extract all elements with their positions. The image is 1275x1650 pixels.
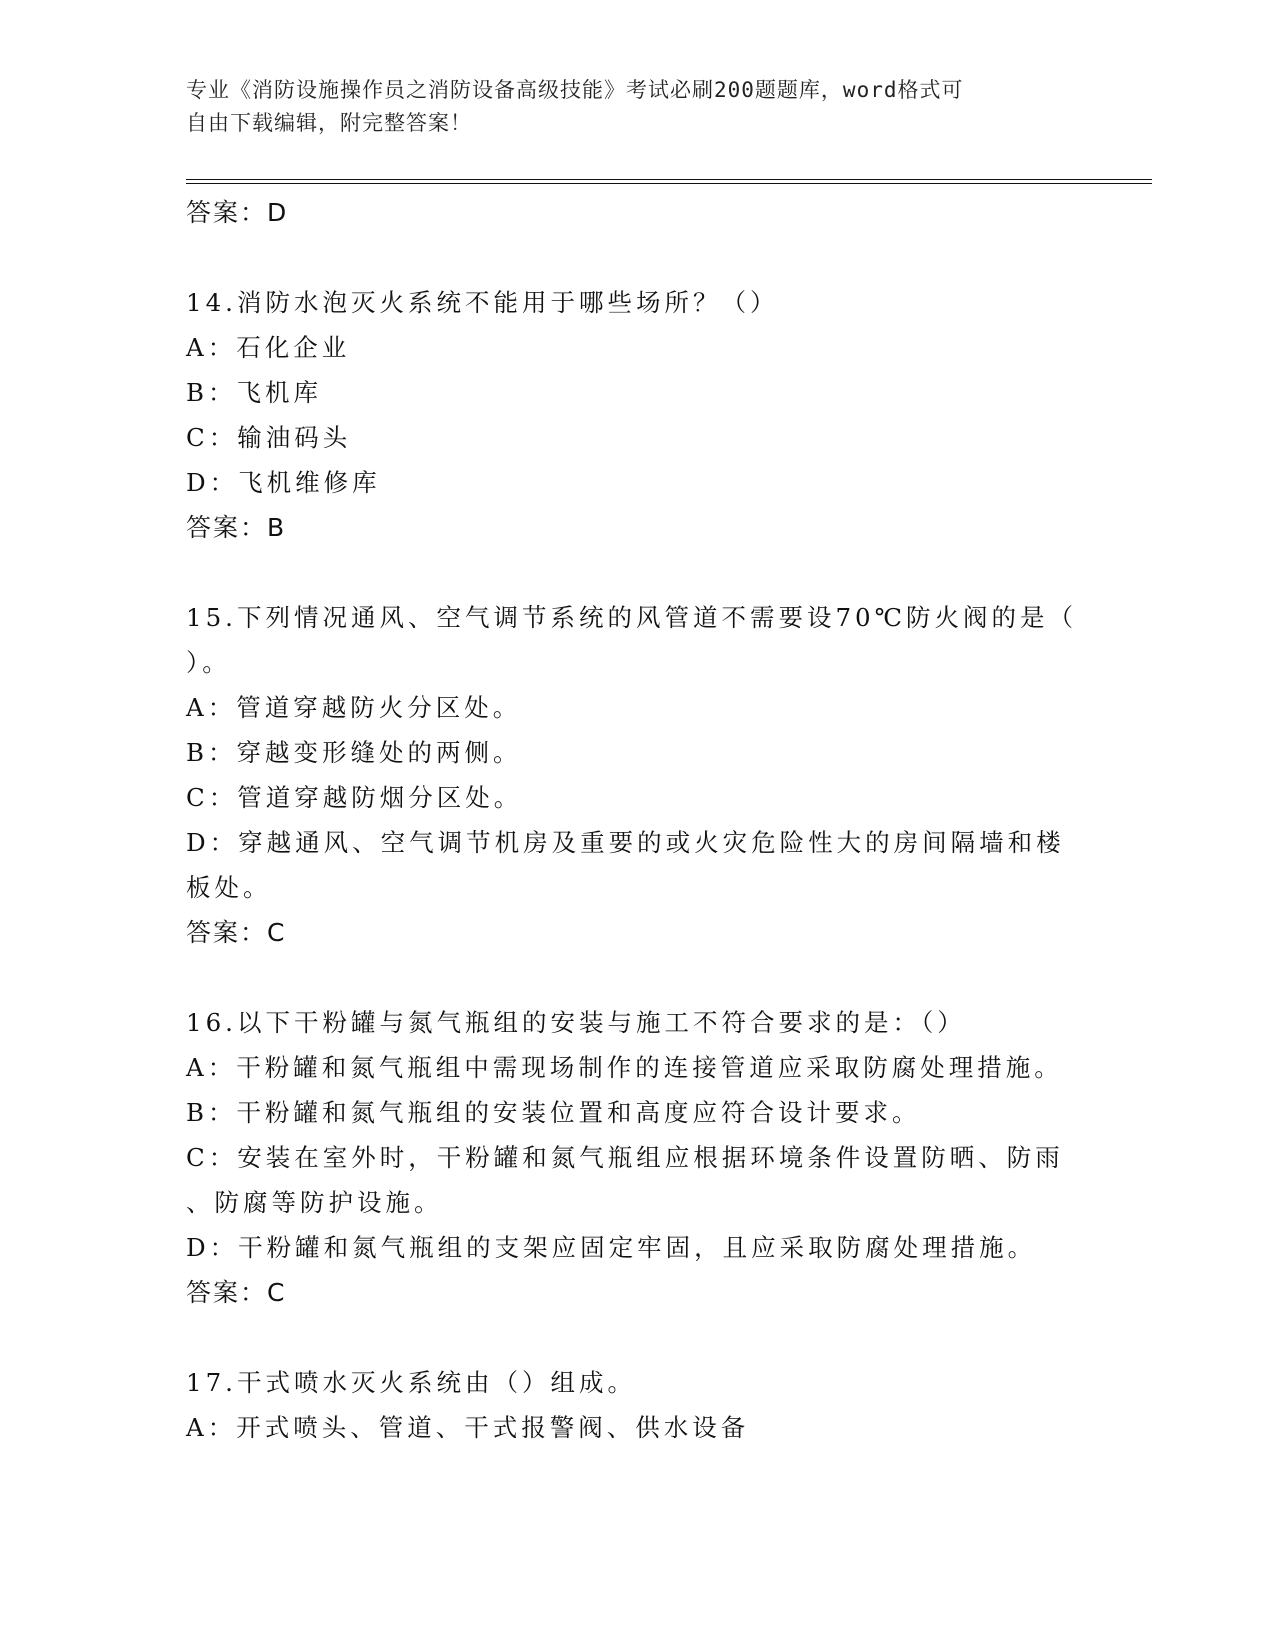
- header-line-1: 专业《消防设施操作员之消防设备高级技能》考试必刷200题题库，word格式可: [186, 78, 964, 102]
- question-content: [186, 190, 1086, 1450]
- question-16: [186, 1000, 1086, 1315]
- answer-line: 答案：C: [186, 1278, 287, 1307]
- question-stem-line-2: ）。: [186, 648, 231, 677]
- option-a: A：石化企业: [186, 333, 351, 362]
- option-d: D：飞机维修库: [186, 468, 381, 497]
- spacer: [186, 955, 1086, 1000]
- option-d-line-1: D：穿越通风、空气调节机房及重要的或火灾危险性大的房间隔墙和楼: [186, 828, 1065, 857]
- question-stem: 16.以下干粉罐与氮气瓶组的安装与施工不符合要求的是：（）: [186, 1008, 966, 1037]
- question-14: [186, 280, 1086, 550]
- header-divider-bottom: [186, 183, 1152, 184]
- option-c-line-2: 、防腐等防护设施。: [186, 1188, 443, 1217]
- question-stem-line-1: 15.下列情况通风、空气调节系统的风管道不需要设70℃防火阀的是（: [186, 603, 1078, 632]
- option-b: B：穿越变形缝处的两侧。: [186, 738, 522, 767]
- option-c: C：输油码头: [186, 423, 352, 452]
- document-header: [186, 74, 1086, 140]
- header-line-2: 自由下载编辑，附完整答案！: [186, 111, 472, 135]
- option-a: A：开式喷头、管道、干式报警阀、供水设备: [186, 1413, 750, 1442]
- option-c: C：管道穿越防烟分区处。: [186, 783, 523, 812]
- spacer: [186, 1315, 1086, 1360]
- question-15: [186, 595, 1086, 955]
- question-stem: 14.消防水泡灭火系统不能用于哪些场所？（）: [186, 288, 779, 317]
- spacer: [186, 235, 1086, 280]
- option-d: D：干粉罐和氮气瓶组的支架应固定牢固，且应采取防腐处理措施。: [186, 1233, 1037, 1262]
- question-stem: 17.干式喷水灭火系统由（）组成。: [186, 1368, 636, 1397]
- option-a: A：干粉罐和氮气瓶组中需现场制作的连接管道应采取防腐处理措施。: [186, 1053, 1063, 1082]
- option-b: B：干粉罐和氮气瓶组的安装位置和高度应符合设计要求。: [186, 1098, 921, 1127]
- header-divider-top: [186, 179, 1152, 180]
- option-b: B：飞机库: [186, 378, 323, 407]
- option-d-line-2: 板处。: [186, 873, 272, 902]
- answer-line: 答案：C: [186, 918, 287, 947]
- answer-line: 答案：B: [186, 513, 287, 542]
- option-c-line-1: C：安装在室外时，干粉罐和氮气瓶组应根据环境条件设置防晒、防雨: [186, 1143, 1064, 1172]
- spacer: [186, 550, 1086, 595]
- option-a: A：管道穿越防火分区处。: [186, 693, 522, 722]
- answer-line: 答案：D: [186, 198, 289, 227]
- question-17: [186, 1360, 1086, 1450]
